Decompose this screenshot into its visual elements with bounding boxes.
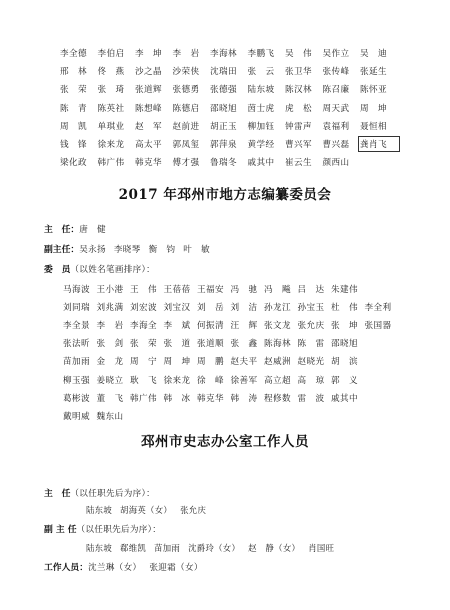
name-entry: 赵威洲 [264,357,291,368]
name-entry: 王小港 [96,285,124,296]
name-entry: 李 斌 [163,321,191,332]
committee-members-row [63,334,403,352]
name-entry: 颜西山 [322,158,350,169]
name-entry: 陈汉林 [285,85,312,96]
person-name: 陆东坡 [86,505,113,515]
name-entry: 吴 迪 [360,49,387,60]
person-name: 郗维凯 [120,543,147,553]
name-entry: 陈怀亚 [360,85,387,96]
name-entry: 张 剑 [96,339,124,350]
name-entry: 张 荣 [130,339,157,350]
committee-members-row [63,280,403,298]
name-entry: 刘宝汉 [163,303,191,314]
name-entry: 崔云生 [285,158,312,169]
name-entry: 张 坤 [331,321,358,332]
name-entry: 吴作立 [322,49,350,60]
name-entry: 沙之晶 [135,67,162,78]
name-entry: 刘兆满 [96,303,124,314]
deputy-name: 吴永扬 [79,245,106,255]
name-entry: 李 坤 [135,49,162,60]
office-director-line [44,486,155,499]
name-entry: 李 岩 [172,49,200,60]
name-entry: 高 琼 [297,375,325,386]
committee-members-row [63,370,403,388]
deputy-name: 衡 钧 [148,245,176,255]
committee-members-row [63,316,403,334]
name-entry: 张文龙 [264,321,291,332]
name-entry: 姜晓立 [96,375,124,386]
name-entry: 刘 岳 [197,303,224,314]
name-entry: 沈瑞田 [210,67,237,78]
name-entry: 张 琦 [97,85,125,96]
name-entry: 徐善军 [230,375,258,386]
committee-title: 2017 年邳州市地方志编纂委员会 [118,187,332,203]
office-staff-label: 工作人员： [44,563,88,573]
committee-members-note: （以姓名笔画排序）： [70,265,156,275]
name-entry: 孙宝玉 [297,303,325,314]
name-entry: 张法昕 [63,339,90,350]
name-entry: 孙龙江 [264,303,291,314]
name-entry: 刘 洁 [230,303,258,314]
name-entry: 张 云 [247,67,275,78]
top-names-row [60,80,398,98]
committee-members-row [63,389,403,407]
committee-members-label: 委 员 [44,265,71,275]
name-entry: 刘宏波 [130,303,157,314]
name-entry: 曹兴磊 [322,140,350,151]
name-entry: 周 坤 [360,103,387,114]
name-entry: 张道辉 [135,85,162,96]
name-entry: 张 荣 [60,85,87,96]
name-entry: 徐 峰 [197,375,224,386]
top-names-row [60,135,398,153]
committee-members-grid [63,280,403,425]
committee-director-label: 主 任： [44,225,80,235]
name-entry: 葛彬波 [63,393,90,404]
name-entry: 苗加雨 [63,357,90,368]
name-entry: 高立超 [264,375,291,386]
name-entry: 赵 军 [135,121,162,132]
name-entry: 徐来龙 [163,375,191,386]
name-entry: 梁化政 [60,158,87,169]
office-director-note: （以任职先后为序）： [70,489,156,499]
name-entry: 雷 波 [297,393,325,404]
name-entry: 杜 伟 [331,303,358,314]
name-entry: 李鹏飞 [247,49,275,60]
committee-members-row [63,407,403,425]
name-entry: 董 飞 [96,393,124,404]
office-director-label: 主 任 [44,489,71,499]
person-name: 苗加雨 [154,543,181,553]
staff-name: 沈兰琳（女） [88,563,142,573]
name-entry: 陈英社 [97,103,125,114]
person-name: 沈爵玲（女） [188,543,241,553]
name-entry: 周 宁 [130,357,157,368]
name-entry: 单琪业 [97,121,125,132]
name-entry: 陈 雷 [297,339,325,350]
name-entry: 陈 青 [60,103,87,114]
name-entry: 张道顺 [197,339,224,350]
name-entry: 李 岩 [96,321,124,332]
committee-members-row [63,352,403,370]
name-entry: 张延生 [360,67,387,78]
office-director-names [86,504,214,516]
name-entry: 韩广伟 [130,393,157,404]
name-entry: 周天武 [322,103,350,114]
name-entry: 袁福利 [322,121,350,132]
committee-director-name: 唐 健 [79,225,106,235]
name-entry: 何振清 [197,321,224,332]
name-entry: 马海波 [63,285,90,296]
name-entry: 朱建伟 [331,285,358,296]
top-names-row [60,99,398,117]
committee-deputy-label: 副主任： [44,245,80,255]
name-entry: 戴明威 [63,411,90,422]
name-entry: 刘同瑞 [63,303,90,314]
name-entry: 黄学经 [247,140,275,151]
name-entry: 戚其中 [331,393,358,404]
name-entry: 郭 义 [331,375,358,386]
person-name: 张允庆 [180,505,207,515]
office-title: 邳州市史志办公室工作人员 [141,434,309,450]
name-entry: 吕 达 [297,285,325,296]
name-entry: 王福安 [197,285,224,296]
person-name: 肖国旺 [308,543,335,553]
name-entry: 张德勇 [172,85,200,96]
name-entry: 赵前进 [172,121,200,132]
name-entry: 李全景 [63,321,90,332]
name-entry: 金 龙 [96,357,124,368]
name-entry: 高太平 [135,140,162,151]
name-entry: 钟雷声 [285,121,312,132]
office-deputy-note: （以任职先后为序）： [76,525,162,535]
name-entry: 赵夫平 [230,357,258,368]
name-entry: 郭凤玺 [172,140,200,151]
name-entry: 郭萍泉 [210,140,237,151]
committee-members-row [63,298,403,316]
name-entry: 曹兴军 [285,140,312,151]
name-entry: 钱 锋 [60,140,87,151]
name-entry: 邵晓旭 [331,339,358,350]
name-entry: 张国器 [364,321,392,332]
office-deputy-label: 副 主 任 [44,525,77,535]
name-entry: 张 道 [163,339,191,350]
name-entry: 柳玉强 [63,375,90,386]
name-entry: 龚肖飞 [360,138,398,150]
name-entry: 李全利 [364,303,392,314]
name-entry: 吴 伟 [285,49,312,60]
deputy-name: 李晓琴 [113,245,141,255]
name-entry: 徐来龙 [97,140,125,151]
name-entry: 邢 林 [60,67,87,78]
name-entry: 韩 涛 [230,393,258,404]
top-names-row [60,62,398,80]
office-staff-line [44,560,211,573]
name-entry: 胡 滨 [331,357,358,368]
name-entry: 韩 冰 [163,393,191,404]
name-entry: 胡正玉 [210,121,237,132]
name-entry: 聂恒相 [360,121,387,132]
name-entry: 韩克华 [135,158,162,169]
person-name: 陆东坡 [86,543,113,553]
committee-deputy-names [79,245,210,255]
person-name: 赵 静（女） [248,543,301,553]
name-entry: 茵士虎 [247,103,275,114]
committee-members-line [44,262,155,275]
office-deputy-line [44,522,161,535]
name-entry: 戚其中 [247,158,275,169]
name-entry: 李海林 [210,49,237,60]
name-entry: 张卫华 [285,67,312,78]
name-entry: 张 鑫 [230,339,258,350]
name-entry: 李全德 [60,49,87,60]
name-entry: 邵晓旭 [210,103,237,114]
name-entry: 张传峰 [322,67,350,78]
name-entry: 陈想峰 [135,103,162,114]
person-name: 胡海英（女） [120,505,173,515]
name-entry: 韩广伟 [97,158,125,169]
name-entry: 陈德启 [172,103,200,114]
top-names-row [60,44,398,62]
name-entry: 张允庆 [297,321,325,332]
name-entry: 沙荣侠 [172,67,200,78]
name-entry: 程修数 [264,393,291,404]
name-entry: 汪 辉 [230,321,258,332]
name-entry: 李海全 [130,321,157,332]
name-entry: 魏东山 [96,411,124,422]
name-entry: 赵晓光 [297,357,325,368]
name-entry: 柳加钰 [247,121,275,132]
name-entry: 王 伟 [130,285,157,296]
office-staff-names [88,563,211,573]
name-entry: 佟 燕 [97,67,125,78]
top-names-row [60,153,398,171]
name-entry: 李伯启 [97,49,125,60]
name-entry: 虎 松 [285,103,312,114]
name-entry: 陈召廉 [322,85,350,96]
name-entry: 冯 驰 [230,285,258,296]
top-names-grid [60,44,398,171]
committee-director-line [44,222,106,235]
name-entry: 鲁瑞冬 [210,158,237,169]
name-entry: 周 坤 [163,357,191,368]
name-entry: 冯 飚 [264,285,291,296]
name-entry: 耿 飞 [130,375,157,386]
deputy-name: 叶 敏 [183,245,210,255]
staff-name: 张迎霜（女） [149,563,203,573]
name-entry: 陆东坡 [247,85,275,96]
name-entry: 张德强 [210,85,237,96]
committee-deputy-line [44,242,210,255]
name-entry: 周 凯 [60,121,87,132]
name-entry: 韩克华 [197,393,224,404]
office-deputy-names [86,542,342,554]
name-entry: 王蓓蓓 [163,285,191,296]
top-names-row [60,117,398,135]
name-entry: 周 鹏 [197,357,224,368]
name-entry: 陈海林 [264,339,291,350]
name-entry: 傅才强 [172,158,200,169]
